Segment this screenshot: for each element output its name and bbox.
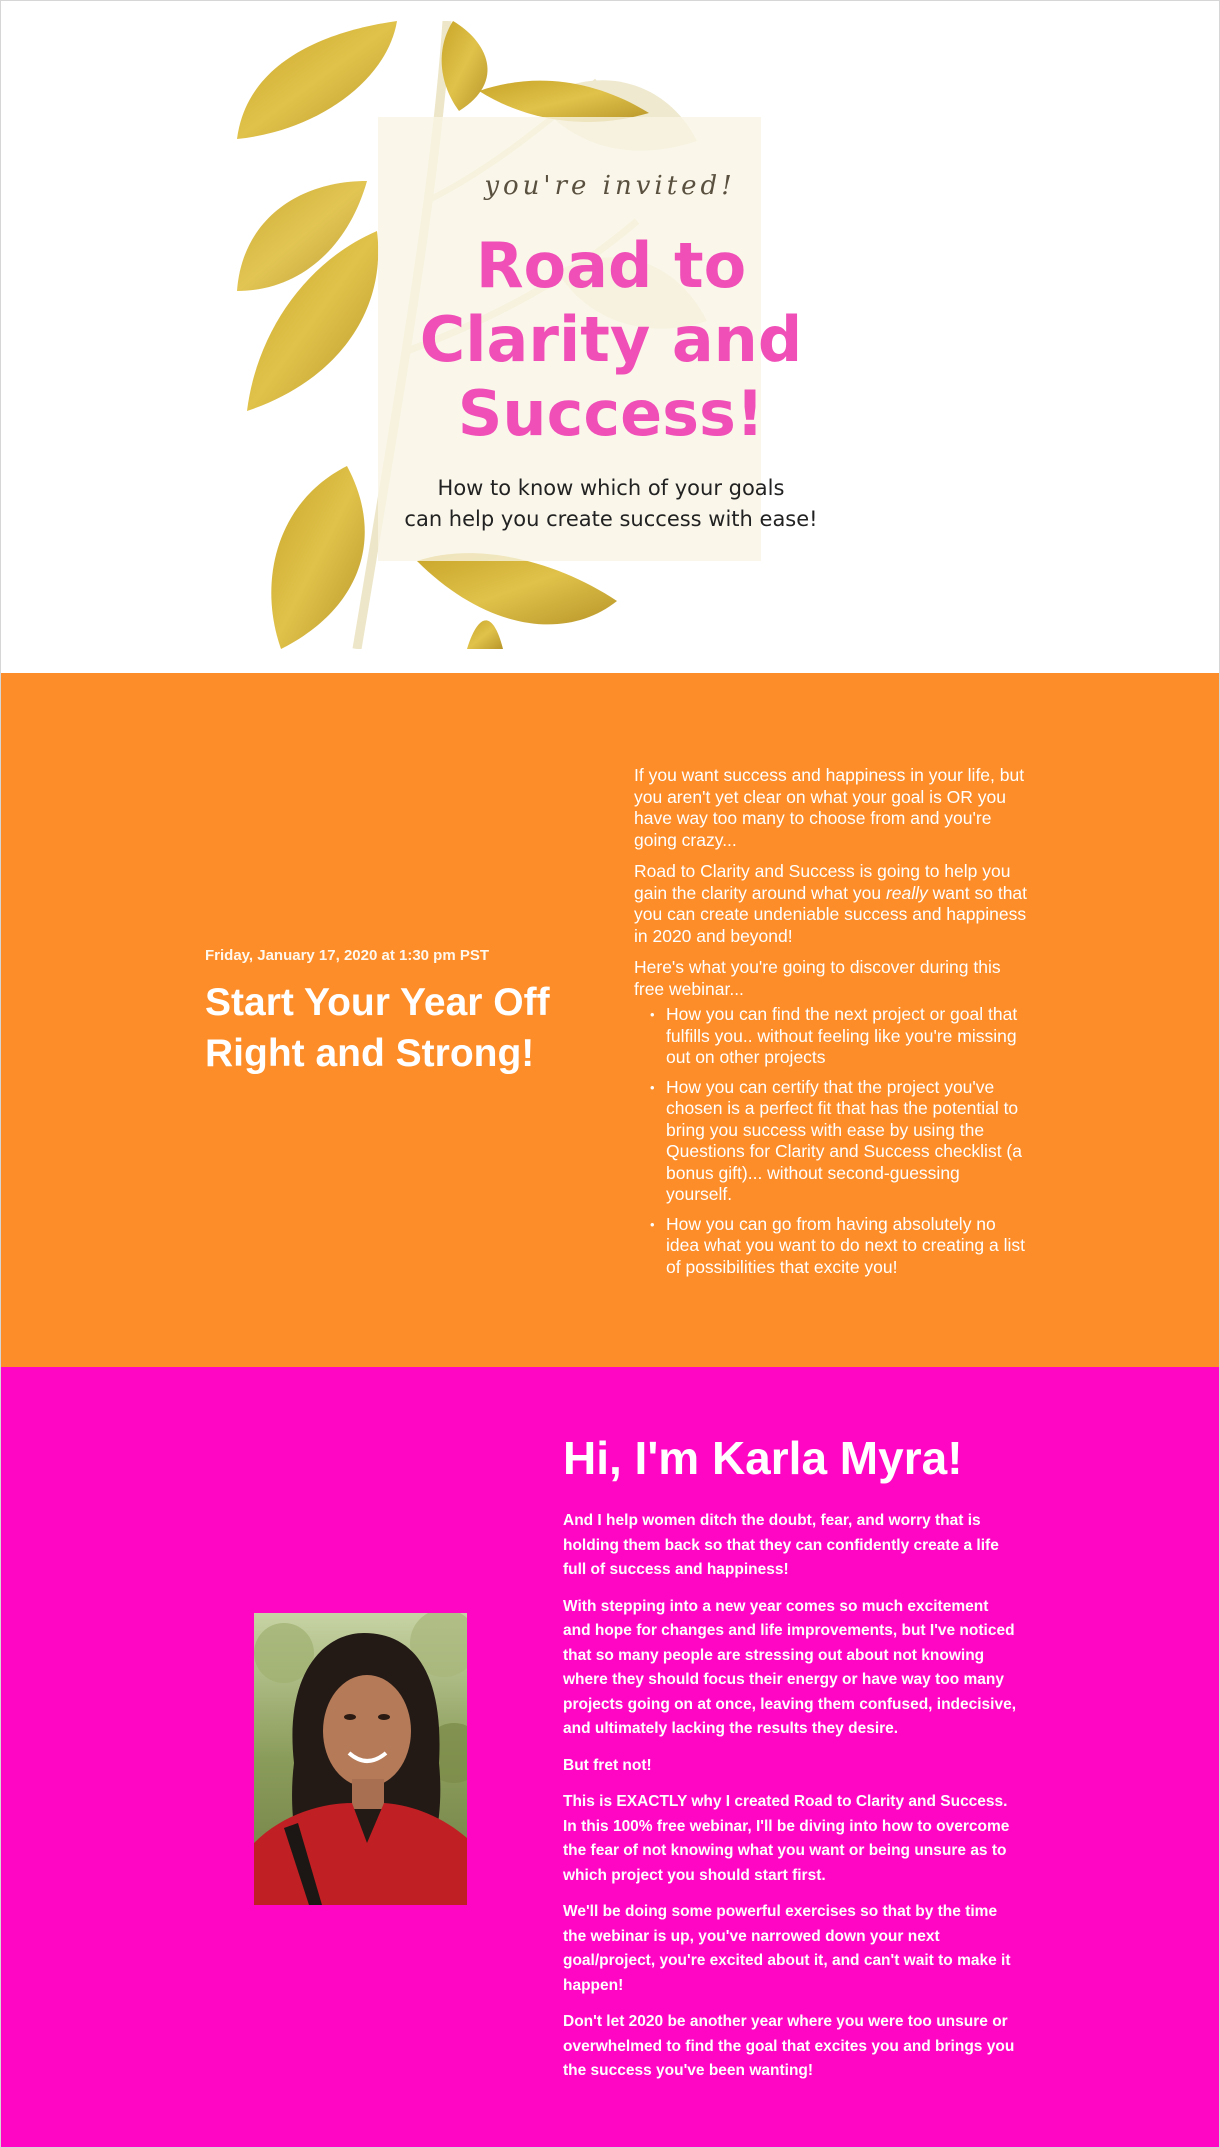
hero-subtitle [361, 473, 861, 535]
bio-paragraph: And I help women ditch the doubt, fear, and worry that is holding them back so that they can confidently create a life full of success and happiness! [563, 1512, 999, 1578]
hero-subtitle-line-1: How to know which of your goals [437, 476, 785, 500]
hero-title-line-1: Road to [475, 229, 747, 302]
event-promise-emphasis: really [885, 882, 928, 903]
benefit-item: • How you can find the next project or goal that fulfills you.. without feeling like you're missing out on other projects [666, 1004, 1028, 1069]
hero-title-line-3: Success! [457, 377, 765, 450]
hero-title [361, 229, 861, 451]
bio-paragraph: This is EXACTLY why I created Road to Clarity and Success. In this 100% free webinar, I'll be diving into how to overcome the fear of not knowing what you want or being unsure as to which project you should start first. [563, 1793, 1010, 1884]
event-promise-end: want so that you can create undeniable success and happiness in 2020 and beyond! [634, 882, 1028, 946]
event-promise-start: Road to Clarity and Success is going to help you gain the clarity around what you [634, 861, 1011, 903]
event-promise [634, 861, 1028, 947]
benefits-list [634, 1004, 1028, 1278]
event-section [1, 673, 1219, 1367]
bio-text [563, 1509, 1019, 2096]
bio-paragraph: We'll be doing some powerful exercises so that by the time the webinar is up, you've narrowed down your next goal/project, you're excited about it, and can't wait to make it happen! [563, 1903, 1011, 1994]
hero-subtitle-line-2: can help you create success with ease! [404, 507, 818, 531]
hero-title-line-2: Clarity and [419, 303, 803, 376]
hero-section [1, 1, 1219, 673]
event-intro: If you want success and happiness in your life, but you aren't yet clear on what your goal is OR you have way too many to choose from and you're going crazy... [634, 765, 1025, 850]
invitation-script: you're invited! [484, 171, 736, 201]
bio-section [1, 1367, 1219, 2147]
bio-paragraph: But fret not! [563, 1756, 652, 1774]
event-description [634, 765, 1028, 1286]
bio-title: Hi, I'm Karla Myra! [563, 1432, 963, 1484]
event-title: Start Your Year Off Right and Strong! [205, 981, 550, 1075]
bio-paragraph: With stepping into a new year comes so much excitement and hope for changes and life improvements, but I've noticed that so many people are stressing out about not knowing where they should focus their energy or have way too many projects going on at once, leaving them confused, indecisive, and ultimately lacking the results they desire. [563, 1597, 1017, 1737]
discover-heading: Here's what you're going to discover during this free webinar... [634, 957, 1001, 999]
event-date: Friday, January 17, 2020 at 1:30 pm PST [205, 947, 490, 964]
benefit-item: • How you can certify that the project you've chosen is a perfect fit that has the potential to bring you success with ease by using the Questions for Clarity and Success checklist (a bonus gift)... without second-guessing yourself. [666, 1077, 1028, 1206]
host-photo [254, 1613, 467, 1905]
bio-paragraph: Don't let 2020 be another year where you were too unsure or overwhelmed to find the goal that excites you and brings you the success you've been wanting! [563, 2013, 1015, 2079]
benefit-item: • How you can go from having absolutely no idea what you want to do next to creating a list of possibilities that excite you! [666, 1214, 1028, 1279]
